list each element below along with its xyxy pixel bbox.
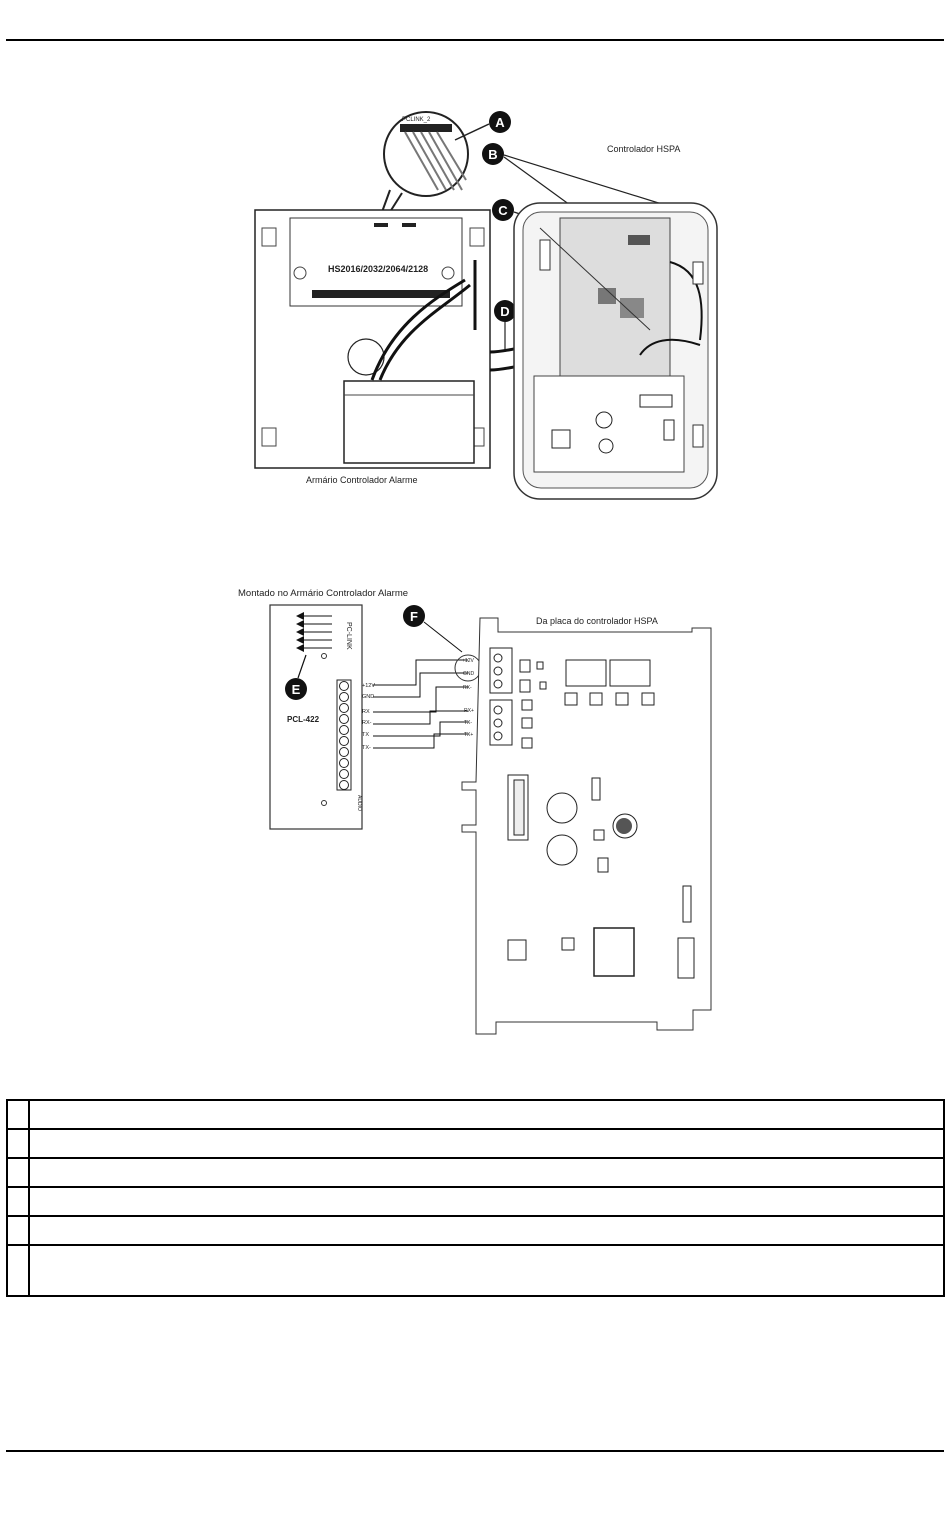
callout-c-label: C [498, 203, 508, 218]
callout-a-label: A [495, 115, 505, 130]
legend-text-cell [29, 1158, 944, 1187]
right-terminal-12v: +12V [462, 658, 474, 664]
legend-text-cell [29, 1216, 944, 1245]
legend-key-cell [7, 1216, 29, 1245]
mounted-in-cabinet-label: Montado no Armário Controlador Alarme [238, 588, 409, 599]
callout-b-label: B [488, 147, 498, 162]
callout-e-label: E [291, 682, 301, 697]
panel-model-label: HS2016/2032/2064/2128 [328, 264, 429, 274]
pcl422-label: PCL-422 [287, 715, 320, 724]
hspa-controller-label: Controlador HSPA [607, 144, 681, 154]
left-terminal-gnd: GND [362, 694, 375, 700]
legend-text-cell [29, 1187, 944, 1216]
legend-text-cell [29, 1245, 944, 1296]
legend-key-cell [7, 1158, 29, 1187]
cabinet-label: Armário Controlador Alarme [306, 475, 418, 485]
legend-key-cell [7, 1100, 29, 1129]
right-terminal-rx-minus: RX- [463, 685, 472, 691]
left-terminal-rx: RX [362, 709, 370, 715]
legend-key-cell [7, 1245, 29, 1296]
audio-label: AUDIO [356, 795, 362, 811]
legend-key-cell [7, 1187, 29, 1216]
legend-row [7, 1245, 944, 1296]
left-terminal-12v: +12V [362, 683, 375, 689]
bottom-rule [6, 1450, 944, 1452]
legend-key-cell [7, 1129, 29, 1158]
left-terminal-tx-minus: TX- [362, 745, 371, 751]
legend-row [7, 1100, 944, 1129]
hspa-board-label: Da placa do controlador HSPA [536, 616, 658, 626]
legend-row [7, 1158, 944, 1187]
legend-text-cell [29, 1129, 944, 1158]
legend-table [6, 1099, 945, 1297]
left-terminal-rx-minus: RX- [362, 720, 372, 726]
right-terminal-tx-plus: TX+ [464, 732, 474, 738]
left-terminal-tx: TX [362, 732, 370, 738]
legend-row [7, 1187, 944, 1216]
callout-f-label: F [410, 609, 418, 624]
right-terminal-tx-minus: TX- [464, 720, 473, 726]
legend-row [7, 1216, 944, 1245]
pclink-label: PCLINK_2 [402, 117, 431, 123]
right-terminal-rx-plus: RX+ [464, 708, 474, 714]
legend-text-cell [29, 1100, 944, 1129]
legend-row [7, 1129, 944, 1158]
callout-d-label: D [500, 304, 510, 319]
pclink-label: PC-LINK [345, 622, 352, 650]
right-terminal-gnd: GND [463, 671, 475, 677]
